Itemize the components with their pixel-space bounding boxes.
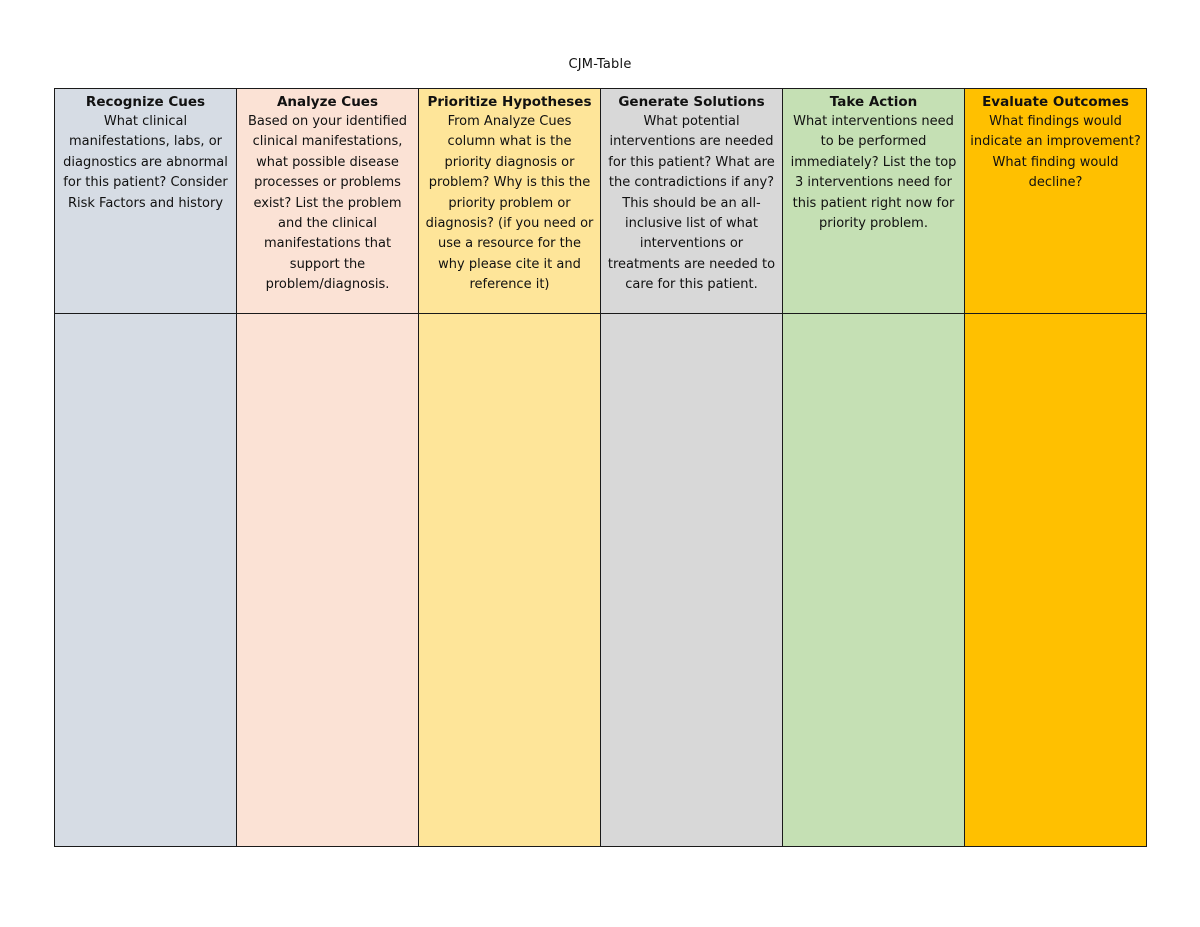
header-cell-analyze-cues — [237, 89, 419, 314]
column-title: Take Action — [829, 94, 918, 110]
column-title: Prioritize Hypotheses — [427, 94, 592, 110]
column-title: Recognize Cues — [85, 94, 206, 110]
body-cell-prioritize-hypotheses[interactable] — [419, 314, 601, 847]
page-title: CJM-Table — [568, 57, 632, 72]
column-description: What interventions need to be performed immediately? List the top 3 interventions need for this patient right now for priority problem. — [790, 114, 957, 232]
body-cell-take-action[interactable] — [783, 314, 965, 847]
header-cell-take-action — [783, 89, 965, 314]
header-cell-generate-solutions — [601, 89, 783, 314]
column-title: Generate Solutions — [618, 94, 765, 110]
column-title: Analyze Cues — [276, 94, 379, 110]
body-cell-generate-solutions[interactable] — [601, 314, 783, 847]
body-cell-analyze-cues[interactable] — [237, 314, 419, 847]
header-row — [55, 89, 1147, 314]
column-description: What potential interventions are needed for this patient? What are the contradictions if any? This should be an all-inclusive list of what interventions or treatments are needed to care for this patient. — [607, 114, 776, 293]
header-cell-recognize-cues — [55, 89, 237, 314]
body-row — [55, 314, 1147, 847]
column-description: Based on your identified clinical manifestations, what possible disease processes or problems exist? List the problem and the clinical manifestations that support the problem/diagnosis. — [248, 114, 407, 293]
header-cell-prioritize-hypotheses — [419, 89, 601, 314]
body-cell-evaluate-outcomes[interactable] — [965, 314, 1147, 847]
cjm-table — [54, 88, 1147, 847]
column-description: What findings would indicate an improvement? What finding would decline? — [970, 114, 1141, 191]
column-description: From Analyze Cues column what is the priority diagnosis or problem? Why is this the priority problem or diagnosis? (if you need or use a resource for the why please cite it and reference it) — [425, 114, 594, 293]
column-description: What clinical manifestations, labs, or diagnostics are abnormal for this patient? Consider Risk Factors and history — [63, 114, 228, 211]
body-cell-recognize-cues[interactable] — [55, 314, 237, 847]
column-title: Evaluate Outcomes — [982, 94, 1129, 110]
header-cell-evaluate-outcomes — [965, 89, 1147, 314]
